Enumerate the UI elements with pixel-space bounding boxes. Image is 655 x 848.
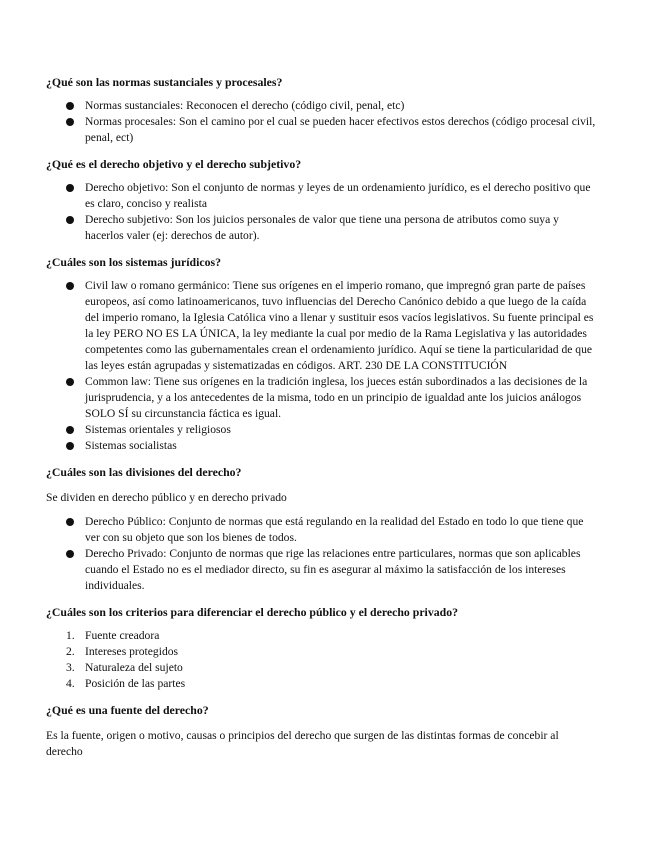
list-item: [46, 628, 598, 644]
section-heading-normas: ¿Qué son las normas sustanciales y procesales?: [46, 75, 283, 89]
list-item-text: Posición de las partes: [85, 677, 186, 690]
list-item: [46, 644, 598, 660]
list-item: Common law: Tiene sus orígenes en la tradición inglesa, los jueces están subordinados a las decisiones de la jurisprudencia, y a los antecedentes de la misma, todo en un principio de igualdad ante los juicios análogos SOLO SÍ su circunstancia fáctica es igual.: [46, 374, 598, 422]
section-heading-divisiones: ¿Cuáles son las divisiones del derecho?: [46, 465, 242, 479]
list-item: Civil law o romano germánico: Tiene sus orígenes en el imperio romano, que impregnó gran parte de países europeos, así como latinoamericanos, tuvo influencias del Derecho Canónico debido a que luego de la caída del imperio romano, la Iglesia Católica vino a llenar y sustituir esos vacíos legislativos. Su fuente principal es la ley PERO NO ES LA ÚNICA, la ley mediante la cual por medio de la Rama Legislativa y las autoridades competentes como las gubernamentales crean el ordenamiento jurídico. Aquí se tiene la particularidad de que las leyes están agrupadas y sistematizadas en códigos. ART. 230 DE LA CONSTITUCIÓN: [46, 278, 598, 374]
list-item: Derecho objetivo: Son el conjunto de normas y leyes de un ordenamiento jurídico, es el derecho positivo que es claro, conciso y realista: [46, 180, 598, 212]
list-item-text: Naturaleza del sujeto: [85, 661, 183, 674]
list-derecho-objetivo: [46, 180, 598, 244]
list-sistemas-juridicos: [46, 278, 598, 454]
section-heading-sistemas-juridicos: ¿Cuáles son los sistemas jurídicos?: [46, 255, 222, 269]
list-item: [46, 676, 598, 692]
list-item: Normas sustanciales: Reconocen el derecho (código civil, penal, etc): [46, 98, 598, 114]
list-item-text: Fuente creadora: [85, 629, 160, 642]
divisiones-intro: Se dividen en derecho público y en derecho privado: [46, 491, 287, 504]
section-heading-derecho-objetivo: ¿Qué es el derecho objetivo y el derecho subjetivo?: [46, 157, 302, 171]
list-item: Derecho subjetivo: Son los juicios personales de valor que tiene una persona de atributos como suya y hacerlos valer (ej: derechos de autor).: [46, 212, 598, 244]
list-item: Derecho Privado: Conjunto de normas que rige las relaciones entre particulares, normas que son aplicables cuando el Estado no es el mediador directo, su fin es asegurar al máximo la satisfacción de los intereses individuales.: [46, 546, 598, 594]
list-item: Sistemas orientales y religiosos: [46, 422, 598, 438]
list-normas: [46, 98, 598, 146]
list-number: 3.: [66, 661, 75, 674]
list-number: 4.: [66, 677, 75, 690]
fuente-paragraph: Es la fuente, origen o motivo, causas o principios del derecho que surgen de las distintas formas de concebir al derecho: [46, 729, 559, 758]
list-item: Sistemas socialistas: [46, 438, 598, 454]
list-item: Normas procesales: Son el camino por el cual se pueden hacer efectivos estos derechos (código procesal civil, penal, ect): [46, 114, 598, 146]
list-item-text: Intereses protegidos: [85, 645, 179, 658]
list-number: 1.: [66, 629, 75, 642]
list-item: [46, 660, 598, 676]
section-heading-fuente: ¿Qué es una fuente del derecho?: [46, 703, 209, 717]
list-criterios: [46, 628, 598, 692]
document-content: [46, 74, 598, 760]
list-divisiones: [46, 514, 598, 594]
list-item: Derecho Público: Conjunto de normas que está regulando en la realidad del Estado en todo lo que tiene que ver con su objeto que son los bienes de todos.: [46, 514, 598, 546]
section-heading-criterios: ¿Cuáles son los criterios para diferenciar el derecho público y el derecho privado?: [46, 605, 458, 619]
list-number: 2.: [66, 645, 75, 658]
